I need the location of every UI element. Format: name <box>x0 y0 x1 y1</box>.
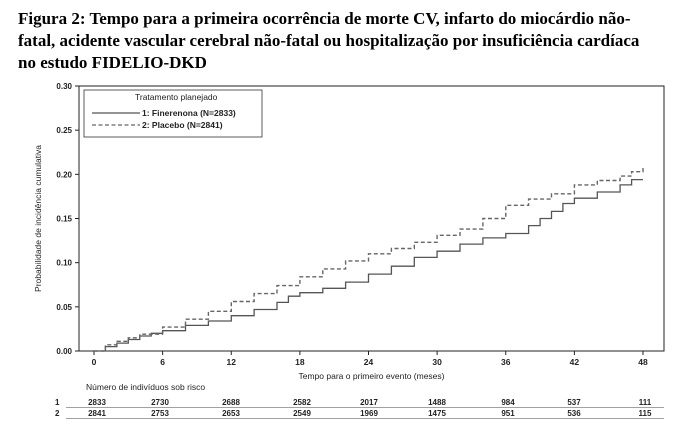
risk-row-label: 1 <box>55 398 60 407</box>
risk-table-cell: 984 <box>501 398 515 407</box>
risk-table-cell: 2653 <box>222 409 240 418</box>
x-axis <box>92 351 648 381</box>
x-axis-label: Tempo para o primeiro evento (meses) <box>298 371 445 381</box>
x-tick-label: 36 <box>501 357 511 367</box>
risk-table-cell: 2688 <box>222 398 240 407</box>
y-tick-label: 0.15 <box>56 214 72 224</box>
series-line-placebo <box>94 166 643 351</box>
risk-table-cell: 115 <box>638 409 652 418</box>
y-tick-label: 0.30 <box>56 82 72 91</box>
risk-table-cell: 2833 <box>88 398 106 407</box>
x-tick-label: 12 <box>226 357 236 367</box>
risk-table-cell: 2549 <box>293 409 311 418</box>
risk-table-cell: 1969 <box>360 409 378 418</box>
risk-table-title: Número de indivíduos sob risco <box>86 382 206 392</box>
y-tick-label: 0.25 <box>56 126 72 136</box>
risk-table-cell: 536 <box>567 409 581 418</box>
risk-table-cell: 951 <box>501 409 515 418</box>
figure-title-line-3: no estudo FIDELIO-DKD <box>18 53 207 72</box>
risk-table-cell: 537 <box>567 398 581 407</box>
risk-table-cell: 2730 <box>151 398 169 407</box>
risk-table-cell: 2841 <box>88 409 106 418</box>
x-tick-label: 18 <box>295 357 305 367</box>
legend-entry: 2: Placebo (N=2841) <box>142 120 223 130</box>
figure-title-line-1: Figura 2: Tempo para a primeira ocorrência de morte CV, infarto do miocárdio não- <box>18 9 631 28</box>
risk-row-label: 2 <box>55 409 60 418</box>
series-line-finerenona <box>94 180 643 351</box>
y-tick-label: 0.10 <box>56 258 72 268</box>
risk-table <box>55 382 664 419</box>
risk-table-cell: 2582 <box>293 398 311 407</box>
y-tick-label: 0.20 <box>56 170 72 180</box>
risk-table-cell: 2753 <box>151 409 169 418</box>
risk-table-cell: 1475 <box>428 409 446 418</box>
risk-table-cell: 111 <box>638 398 652 407</box>
x-tick-label: 48 <box>638 357 648 367</box>
x-tick-label: 0 <box>91 357 97 367</box>
legend-entry: 1: Finerenona (N=2833) <box>142 108 236 118</box>
x-tick-label: 24 <box>363 357 374 367</box>
x-tick-label: 6 <box>160 357 165 367</box>
series-layer <box>94 166 643 351</box>
risk-table-cell: 2017 <box>360 398 378 407</box>
y-axis <box>33 82 79 356</box>
y-tick-label: 0.05 <box>56 302 72 312</box>
legend-title: Tratamento planejado <box>135 92 218 102</box>
figure-title-line-2: fatal, acidente vascular cerebral não-fatal ou hospitalização por insuficiência cardíaca <box>18 31 640 50</box>
y-axis-label: Probabilidade de incidência cumulativa <box>33 145 43 292</box>
risk-table-cell: 1488 <box>428 398 446 407</box>
x-tick-label: 42 <box>569 357 580 367</box>
y-tick-label: 0.00 <box>56 347 72 356</box>
legend <box>84 90 262 137</box>
x-tick-label: 30 <box>432 357 442 367</box>
